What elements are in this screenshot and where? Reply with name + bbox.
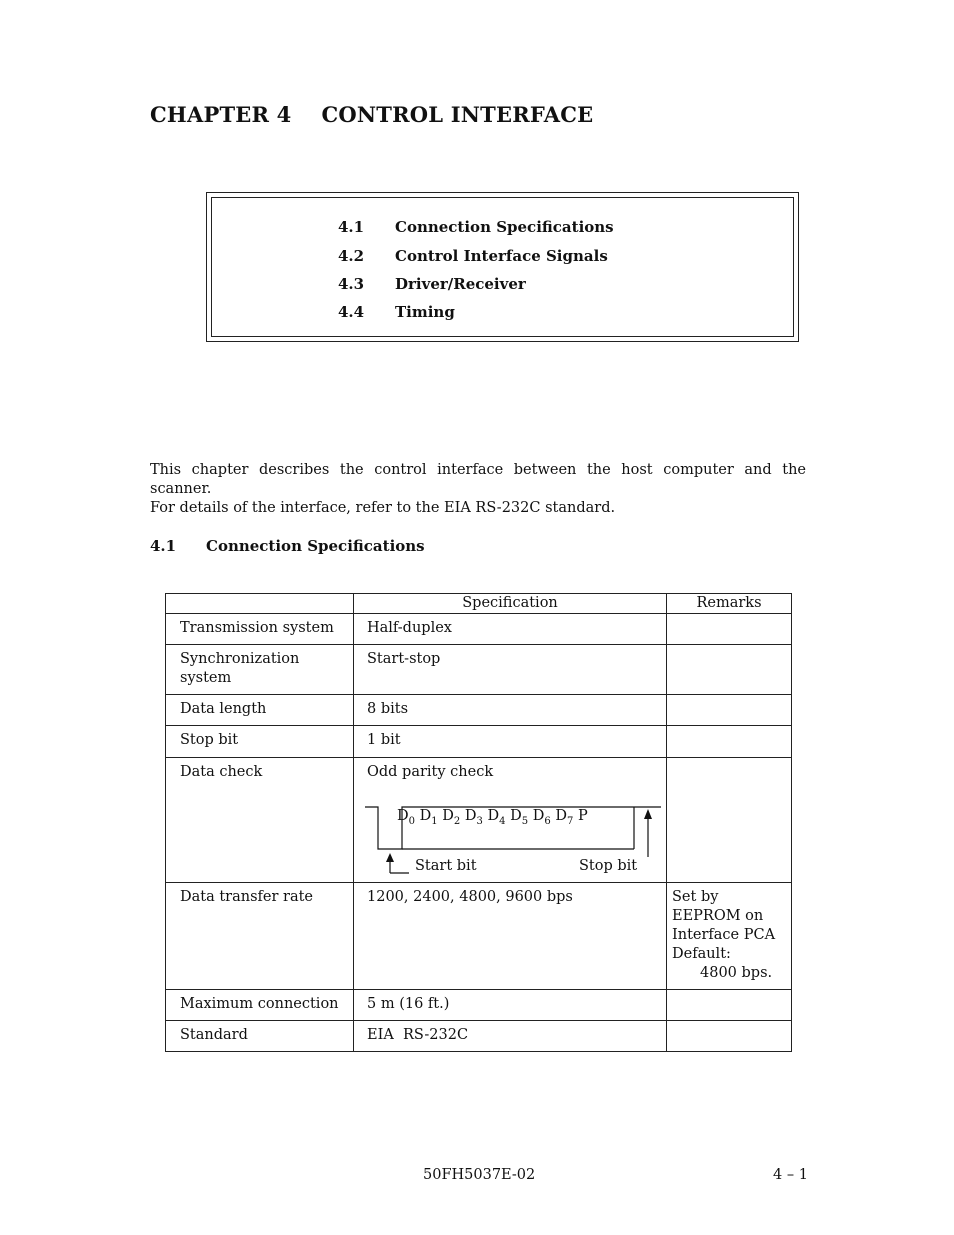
page-number: 4 – 1 xyxy=(773,1167,808,1183)
document-code: 50FH5037E-02 xyxy=(423,1167,536,1183)
intro-paragraph xyxy=(150,461,806,518)
row-spec: Start-stop xyxy=(367,651,441,667)
contents-box-inner xyxy=(211,197,794,337)
toc-item xyxy=(338,247,608,265)
bit-label: $D_6$ xyxy=(532,808,551,827)
chapter-title: CHAPTER 4 CONTROL INTERFACE xyxy=(150,102,594,127)
table-row xyxy=(166,726,792,758)
row-spec: 1200, 2400, 4800, 9600 bps xyxy=(367,889,573,905)
section-title: Connection Specifications xyxy=(206,537,425,555)
row-remarks xyxy=(667,990,791,1000)
row-item: Standard xyxy=(180,1027,248,1043)
spec-table xyxy=(165,593,792,1052)
row-item: Maximum connection xyxy=(180,996,339,1012)
section-number: 4.1 xyxy=(150,537,177,555)
table-row xyxy=(166,614,792,645)
header-item xyxy=(166,594,354,614)
row-remarks xyxy=(667,1021,791,1031)
toc-title: Driver/Receiver xyxy=(395,275,526,293)
table-row xyxy=(166,695,792,726)
remarks-line: Interface PCA xyxy=(672,927,776,943)
parity-frame-diagram xyxy=(354,787,666,879)
toc-number: 4.2 xyxy=(338,247,365,265)
parity-bit-label: P xyxy=(578,808,588,824)
row-spec: 1 bit xyxy=(367,732,401,748)
row-remarks xyxy=(667,614,791,624)
row-item: Data length xyxy=(180,701,267,717)
row-remarks xyxy=(667,758,791,768)
toc-title: Timing xyxy=(395,303,455,321)
table-row xyxy=(166,1021,792,1052)
toc-number: 4.1 xyxy=(338,218,365,236)
row-item: Transmission system xyxy=(180,620,334,636)
row-spec: Odd parity check xyxy=(367,764,494,780)
stop-bit-label: Stop bit xyxy=(579,858,638,874)
row-item: Data check xyxy=(180,764,263,780)
row-item: Data transfer rate xyxy=(180,889,314,905)
intro-line-1: This chapter describes the control interface between the host computer and the scanner. xyxy=(150,462,806,497)
remarks-default-value: 4800 bps. xyxy=(700,965,773,981)
row-spec: 5 m (16 ft.) xyxy=(367,996,450,1012)
bit-label: $D_7$ xyxy=(555,808,574,827)
row-remarks xyxy=(667,695,791,705)
intro-line-2: For details of the interface, refer to the EIA RS-232C standard. xyxy=(150,500,616,516)
start-bit-label: Start bit xyxy=(415,858,477,874)
toc-item xyxy=(338,218,614,236)
toc-number: 4.4 xyxy=(338,303,365,321)
bit-label: $D_3$ xyxy=(464,808,483,827)
table-row xyxy=(166,758,792,883)
remarks-line: Set by xyxy=(672,889,719,905)
bit-label: $D_2$ xyxy=(442,808,461,827)
toc-item xyxy=(338,303,455,321)
row-item: Synchronization system xyxy=(180,651,300,686)
data-bits-label xyxy=(397,808,588,827)
bit-label: $D_1$ xyxy=(419,808,438,827)
rate-remarks xyxy=(667,883,791,988)
row-spec: 8 bits xyxy=(367,701,409,717)
row-spec: Half-duplex xyxy=(367,620,452,636)
table-header-row xyxy=(166,594,792,614)
remarks-line: Default: xyxy=(672,946,731,962)
table-row xyxy=(166,990,792,1021)
row-remarks xyxy=(667,645,791,655)
row-item: Stop bit xyxy=(180,732,239,748)
row-remarks xyxy=(667,726,791,736)
toc-number: 4.3 xyxy=(338,275,365,293)
toc-title: Control Interface Signals xyxy=(395,247,608,265)
toc-title: Connection Specifications xyxy=(395,218,614,236)
header-remarks: Remarks xyxy=(667,594,792,614)
table-row xyxy=(166,883,792,990)
header-specification: Specification xyxy=(354,594,667,614)
toc-item xyxy=(338,275,526,293)
bit-label: $D_5$ xyxy=(510,808,529,827)
table-row xyxy=(166,645,792,695)
bit-label: $D_4$ xyxy=(487,808,506,827)
remarks-line: EEPROM on xyxy=(672,908,764,924)
row-spec: EIA RS-232C xyxy=(367,1027,469,1043)
section-heading xyxy=(150,537,425,555)
contents-box xyxy=(206,192,799,342)
bit-label: $D_0$ xyxy=(397,808,416,827)
